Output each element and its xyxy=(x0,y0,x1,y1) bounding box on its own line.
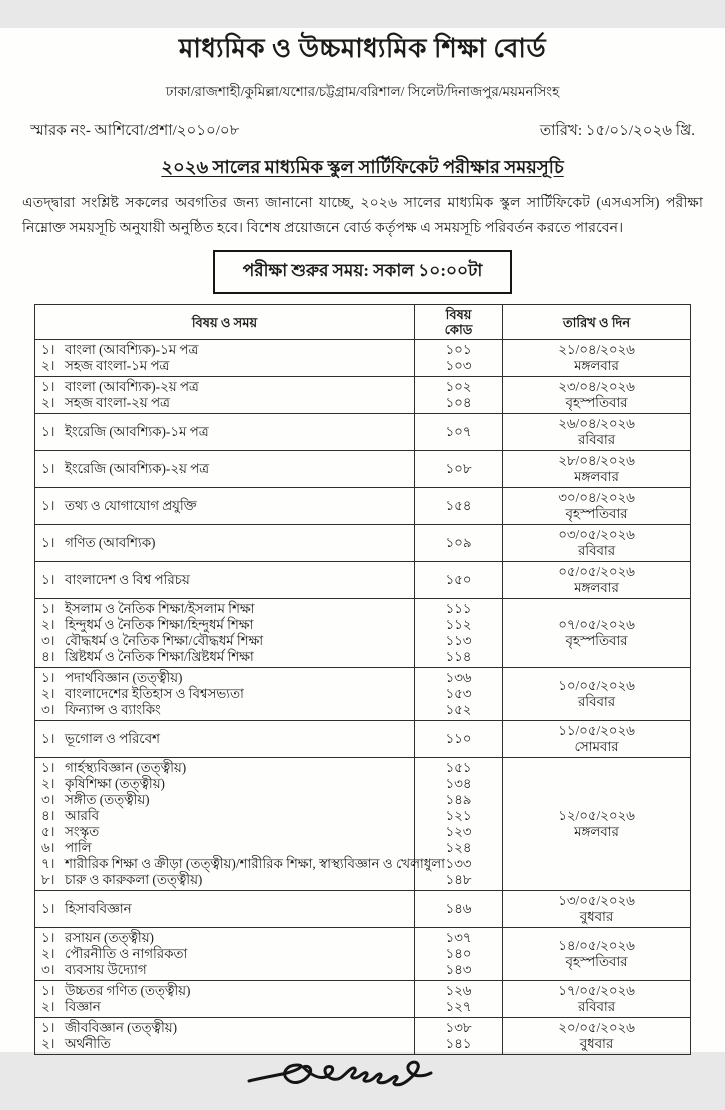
code-cell xyxy=(415,562,503,599)
date-cell xyxy=(503,599,691,668)
exam-day: বুধবার xyxy=(579,909,614,924)
subject-serial: ৫। xyxy=(41,824,55,839)
subject-code: ১৩৬ xyxy=(445,670,472,685)
exam-date: ২৬/০৪/২০২৬ xyxy=(558,416,635,431)
subject-name: ভূগোল ও পরিবেশ xyxy=(65,731,160,746)
subject-code: ১৪৮ xyxy=(445,872,472,887)
subject-name: বাংলাদেশের ইতিহাস ও বিশ্বসভ্যতা xyxy=(65,686,244,701)
subject-name: গার্হস্থ্যবিজ্ঞান (তত্ত্বীয়) xyxy=(65,760,187,775)
subject-cell xyxy=(35,377,415,414)
code-cell xyxy=(415,451,503,488)
exam-day: বৃহস্পতিবার xyxy=(565,506,628,521)
schedule-row xyxy=(35,981,691,1018)
subject-name: ইসলাম ও নৈতিক শিক্ষা/ইসলাম শিক্ষা xyxy=(65,601,255,616)
subject-name: শারীরিক শিক্ষা ও ক্রীড়া (তত্ত্বীয়)/শারীরিক শিক্ষা, স্বাস্থ্যবিজ্ঞান ও খেলাধুলা xyxy=(65,856,445,871)
subject-line xyxy=(41,395,408,411)
subject-serial: ১। xyxy=(41,930,55,945)
schedule-row xyxy=(35,451,691,488)
subject-serial: ২। xyxy=(41,358,55,373)
schedule-row xyxy=(35,668,691,721)
schedule-row xyxy=(35,599,691,668)
memo-number: স্মারক নং- আশিবো/প্রশা/২০১০/০৮ xyxy=(30,123,240,139)
subject-serial: ৩। xyxy=(41,792,55,807)
schedule-row xyxy=(35,891,691,928)
subject-line xyxy=(41,601,408,617)
memo-row xyxy=(0,119,725,144)
subject-serial: ১। xyxy=(41,342,55,357)
subject-name: সংস্কৃত xyxy=(65,824,100,839)
subject-code: ১৫৪ xyxy=(445,498,472,513)
exam-day: বুধবার xyxy=(579,1036,614,1051)
subject-code: ১০৪ xyxy=(445,395,472,410)
subject-cell xyxy=(35,414,415,451)
exam-day: রবিবার xyxy=(577,432,616,447)
schedule-row xyxy=(35,414,691,451)
subject-serial: ১। xyxy=(41,1020,55,1035)
subject-cell xyxy=(35,1018,415,1055)
subject-code: ১০৮ xyxy=(445,461,472,476)
code-cell xyxy=(415,488,503,525)
exam-schedule-table xyxy=(34,304,691,1055)
subject-serial: ২। xyxy=(41,999,55,1014)
exam-day: মঙ্গলবার xyxy=(574,580,619,595)
subject-line xyxy=(41,461,408,477)
subject-code: ১১২ xyxy=(445,617,472,632)
exam-date: ০৭/০৫/২০২৬ xyxy=(558,617,635,632)
subject-line xyxy=(41,572,408,588)
subject-name: খ্রিষ্টধর্ম ও নৈতিক শিক্ষা/খ্রিষ্টধর্ম শিক্ষা xyxy=(65,649,254,664)
subject-serial: ৬। xyxy=(41,840,55,855)
subject-line xyxy=(41,731,408,747)
exam-date: ২৩/০৪/২০২৬ xyxy=(558,379,635,394)
subject-line xyxy=(41,649,408,665)
subject-line xyxy=(41,1020,408,1036)
subject-name: জীববিজ্ঞান (তত্ত্বীয়) xyxy=(65,1020,178,1035)
exam-day: মঙ্গলবার xyxy=(574,358,619,373)
subject-cell xyxy=(35,340,415,377)
subject-name: পালি xyxy=(65,840,92,855)
subject-line xyxy=(41,702,408,718)
subject-serial: ২। xyxy=(41,1036,55,1051)
subject-line xyxy=(41,686,408,702)
subject-line xyxy=(41,342,408,358)
code-cell xyxy=(415,981,503,1018)
column-header-code: বিষয় কোড xyxy=(415,305,503,340)
subject-name: সঙ্গীত (তত্ত্বীয়) xyxy=(65,792,150,807)
schedule-row xyxy=(35,340,691,377)
board-title: মাধ্যমিক ও উচ্চমাধ্যমিক শিক্ষা বোর্ড xyxy=(178,34,547,63)
subject-name: আরবি xyxy=(65,808,100,823)
exam-date: ২৮/০৪/২০২৬ xyxy=(558,453,635,468)
subject-code: ১১১ xyxy=(445,601,472,616)
board-offices-line: ঢাকা/রাজশাহী/কুমিল্লা/যশোর/চট্টগ্রাম/বরিশাল/ সিলেট/দিনাজপুর/ময়মনসিংহ xyxy=(165,84,560,99)
subject-name: পদার্থবিজ্ঞান (তত্ত্বীয়) xyxy=(65,670,183,685)
subject-serial: ১। xyxy=(41,424,55,439)
schedule-table-body xyxy=(35,340,691,1055)
subject-name: ইংরেজি (আবশ্যিক)-২য় পত্র xyxy=(65,461,209,476)
exam-day: সোমবার xyxy=(574,739,619,754)
date-cell xyxy=(503,340,691,377)
exam-date: ১৭/০৫/২০২৬ xyxy=(558,983,635,998)
subject-serial: ২। xyxy=(41,395,55,410)
subject-name: পৌরনীতি ও নাগরিকতা xyxy=(65,946,188,961)
subject-name: হিসাববিজ্ঞান xyxy=(65,901,132,916)
subject-cell xyxy=(35,668,415,721)
subject-cell xyxy=(35,451,415,488)
subject-line xyxy=(41,1036,408,1052)
subject-name: বৌদ্ধধর্ম ও নৈতিক শিক্ষা/বৌদ্ধধর্ম শিক্ষা xyxy=(65,633,264,648)
subject-line xyxy=(41,872,408,888)
subject-serial: ১। xyxy=(41,901,55,916)
date-cell xyxy=(503,377,691,414)
subject-code: ১১৩ xyxy=(445,633,472,648)
subject-code: ১০৭ xyxy=(445,424,472,439)
subject-name: ব্যবসায় উদ্যোগ xyxy=(65,962,147,977)
subject-serial: ১। xyxy=(41,498,55,513)
exam-date: ২০/০৫/২০২৬ xyxy=(558,1020,635,1035)
code-cell xyxy=(415,599,503,668)
subject-serial: ৪। xyxy=(41,649,55,664)
subject-cell xyxy=(35,891,415,928)
schedule-row xyxy=(35,488,691,525)
notice-title: ২০২৬ সালের মাধ্যমিক স্কুল সার্টিফিকেট পরীক্ষার সময়সূচি xyxy=(161,157,564,177)
subject-code: ১৩৪ xyxy=(445,776,472,791)
subject-line xyxy=(41,840,408,856)
subject-line xyxy=(41,424,408,440)
exam-day: রবিবার xyxy=(577,694,616,709)
date-cell xyxy=(503,525,691,562)
code-cell xyxy=(415,1018,503,1055)
subject-name: অর্থনীতি xyxy=(65,1036,111,1051)
subject-serial: ২। xyxy=(41,686,55,701)
date-cell xyxy=(503,451,691,488)
exam-date: ১৪/০৫/২০২৬ xyxy=(558,938,635,953)
subject-code: ১০১ xyxy=(445,342,472,357)
code-cell xyxy=(415,891,503,928)
date-cell xyxy=(503,981,691,1018)
subject-code: ১২৬ xyxy=(445,983,472,998)
column-header-subject: বিষয় ও সময় xyxy=(35,305,415,340)
exam-day: রবিবার xyxy=(577,543,616,558)
exam-date: ০৩/০৫/২০২৬ xyxy=(558,527,635,542)
date-cell xyxy=(503,488,691,525)
subject-code: ১৩৭ xyxy=(445,930,472,945)
exam-day: বৃহস্পতিবার xyxy=(565,395,628,410)
exam-date: ১৩/০৫/২০২৬ xyxy=(558,893,635,908)
subject-line xyxy=(41,358,408,374)
subject-line xyxy=(41,824,408,840)
notice-document xyxy=(0,28,725,1052)
subject-name: হিন্দুধর্ম ও নৈতিক শিক্ষা/হিন্দুধর্ম শিক্ষা xyxy=(65,617,254,632)
date-cell xyxy=(503,928,691,981)
issue-date: তারিখ: ১৫/০১/২০২৬ খ্রি. xyxy=(539,123,695,139)
subject-line xyxy=(41,379,408,395)
schedule-row xyxy=(35,562,691,599)
subject-name: কৃষিশিক্ষা (তত্ত্বীয়) xyxy=(65,776,165,791)
subject-name: সহজ বাংলা-১ম পত্র xyxy=(65,358,170,373)
date-cell xyxy=(503,758,691,891)
subject-serial: ১। xyxy=(41,670,55,685)
subject-name: বাংলাদেশ ও বিশ্ব পরিচয় xyxy=(65,572,190,587)
subject-code: ১২৭ xyxy=(445,999,472,1014)
code-cell xyxy=(415,668,503,721)
exam-day: রবিবার xyxy=(577,999,616,1014)
subject-serial: ১। xyxy=(41,731,55,746)
exam-date: ১১/০৫/২০২৬ xyxy=(558,723,635,738)
exam-day: মঙ্গলবার xyxy=(574,824,619,839)
schedule-row xyxy=(35,377,691,414)
subject-cell xyxy=(35,981,415,1018)
subject-serial: ৭। xyxy=(41,856,55,871)
subject-code: ১৪১ xyxy=(445,1036,472,1051)
handwritten-signature-icon xyxy=(245,1057,445,1105)
subject-code: ১১০ xyxy=(445,731,472,746)
subject-code: ১২১ xyxy=(445,808,472,823)
date-cell xyxy=(503,1018,691,1055)
subject-line xyxy=(41,498,408,514)
exam-day: বৃহস্পতিবার xyxy=(565,633,628,648)
date-cell xyxy=(503,414,691,451)
subject-code: ১২৩ xyxy=(445,824,472,839)
exam-date: ২১/০৪/২০২৬ xyxy=(558,342,635,357)
subject-code: ১৩৮ xyxy=(445,1020,472,1035)
subject-name: ফিন্যান্স ও ব্যাংকিং xyxy=(65,702,161,717)
subject-line xyxy=(41,792,408,808)
exam-date: ৩০/০৪/২০২৬ xyxy=(558,490,635,505)
subject-serial: ১। xyxy=(41,983,55,998)
column-header-date: তারিখ ও দিন xyxy=(503,305,691,340)
subject-serial: ২। xyxy=(41,776,55,791)
subject-cell xyxy=(35,599,415,668)
subject-line xyxy=(41,633,408,649)
subject-code: ১০৯ xyxy=(445,535,472,550)
date-cell xyxy=(503,668,691,721)
subject-serial: ৩। xyxy=(41,633,55,648)
code-cell xyxy=(415,340,503,377)
schedule-row xyxy=(35,758,691,891)
subject-name: সহজ বাংলা-২য় পত্র xyxy=(65,395,170,410)
subject-name: বাংলা (আবশ্যিক)-২য় পত্র xyxy=(65,379,199,394)
exam-date: ০৫/০৫/২০২৬ xyxy=(558,564,635,579)
subject-code: ১৫০ xyxy=(445,572,472,587)
subject-code: ১৫২ xyxy=(445,702,472,717)
subject-name: গণিত (আবশ্যিক) xyxy=(65,535,156,550)
code-cell xyxy=(415,525,503,562)
subject-line xyxy=(41,535,408,551)
subject-line xyxy=(41,983,408,999)
subject-serial: ৩। xyxy=(41,962,55,977)
subject-serial: ১। xyxy=(41,760,55,775)
subject-line xyxy=(41,617,408,633)
subject-cell xyxy=(35,721,415,758)
subject-code: ১১৪ xyxy=(445,649,472,664)
schedule-row xyxy=(35,1018,691,1055)
subject-code: ১৪৯ xyxy=(445,792,472,807)
code-cell xyxy=(415,928,503,981)
subject-serial: ১। xyxy=(41,379,55,394)
exam-start-time-box: পরীক্ষা শুরুর সময়: সকাল ১০:০০টা xyxy=(213,250,513,294)
subject-line xyxy=(41,670,408,686)
exam-day: বৃহস্পতিবার xyxy=(565,954,628,969)
subject-code: ১৩৩ xyxy=(445,856,472,871)
subject-name: চারু ও কারুকলা (তত্ত্বীয়) xyxy=(65,872,203,887)
subject-line xyxy=(41,999,408,1015)
date-cell xyxy=(503,721,691,758)
subject-name: ইংরেজি (আবশ্যিক)-১ম পত্র xyxy=(65,424,209,439)
subject-code: ১২৪ xyxy=(445,840,472,855)
subject-serial: ২। xyxy=(41,946,55,961)
schedule-row xyxy=(35,721,691,758)
subject-cell xyxy=(35,562,415,599)
date-cell xyxy=(503,562,691,599)
subject-line xyxy=(41,776,408,792)
subject-serial: ২। xyxy=(41,617,55,632)
subject-cell xyxy=(35,928,415,981)
subject-line xyxy=(41,901,408,917)
subject-name: তথ্য ও যোগাযোগ প্রযুক্তি xyxy=(65,498,197,513)
exam-date: ১০/০৫/২০২৬ xyxy=(558,678,635,693)
subject-line xyxy=(41,808,408,824)
subject-line xyxy=(41,946,408,962)
subject-code: ১৪০ xyxy=(445,946,472,961)
subject-code: ১৪৩ xyxy=(445,962,472,977)
subject-line xyxy=(41,856,445,872)
subject-code: ১০২ xyxy=(445,379,472,394)
subject-cell xyxy=(35,525,415,562)
signature-mark xyxy=(245,1057,445,1105)
subject-serial: ৮। xyxy=(41,872,55,887)
schedule-row xyxy=(35,525,691,562)
subject-cell xyxy=(35,488,415,525)
schedule-row xyxy=(35,928,691,981)
subject-line xyxy=(41,962,408,978)
table-header-row xyxy=(35,305,691,340)
subject-line xyxy=(41,760,408,776)
subject-code: ১৫৩ xyxy=(445,686,472,701)
code-cell xyxy=(415,721,503,758)
date-cell xyxy=(503,891,691,928)
subject-serial: ১। xyxy=(41,601,55,616)
subject-serial: ৪। xyxy=(41,808,55,823)
subject-code: ১৪৬ xyxy=(445,901,472,916)
exam-date: ১২/০৫/২০২৬ xyxy=(558,808,635,823)
subject-serial: ১। xyxy=(41,572,55,587)
code-cell xyxy=(415,414,503,451)
exam-day: মঙ্গলবার xyxy=(574,469,619,484)
subject-cell xyxy=(35,758,445,891)
subject-name: বাংলা (আবশ্যিক)-১ম পত্র xyxy=(65,342,199,357)
subject-code: ১০৩ xyxy=(445,358,472,373)
subject-serial: ১। xyxy=(41,461,55,476)
subject-name: বিজ্ঞান xyxy=(65,999,101,1014)
notice-body: এতদ্দ্বারা সংশ্লিষ্ট সকলের অবগতির জন্য জানানো যাচ্ছে, ২০২৬ সালের মাধ্যমিক স্কুল সার্টিফিকেট (এসএসসি) পরীক্ষা নিম্নোক্ত সময়সূচি অনুযায়ী অনুষ্ঠিত হবে। বিশেষ প্রয়োজনে বোর্ড কর্তৃপক্ষ এ সময়সূচি পরিবর্তন করতে পারবেন। xyxy=(22,195,703,236)
subject-code: ১৫১ xyxy=(445,760,472,775)
subject-name: রসায়ন (তত্ত্বীয়) xyxy=(65,930,154,945)
subject-line xyxy=(41,930,408,946)
code-cell xyxy=(415,377,503,414)
subject-serial: ৩। xyxy=(41,702,55,717)
subject-serial: ১। xyxy=(41,535,55,550)
subject-name: উচ্চতর গণিত (তত্ত্বীয়) xyxy=(65,983,191,998)
